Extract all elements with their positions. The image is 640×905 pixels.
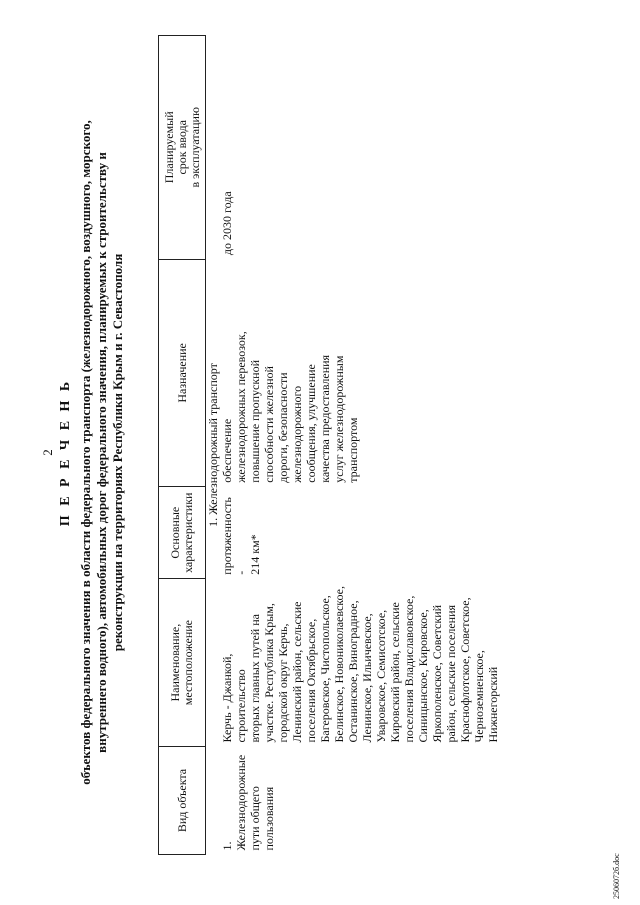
cell-line: поселения Октябрьское,	[304, 618, 318, 743]
cell-line: способности железной	[262, 366, 276, 483]
cell-line: протяженность -	[220, 497, 248, 575]
header-object-type: Вид объекта	[159, 747, 206, 855]
cell-line: пользования	[262, 786, 276, 851]
cell-line: повышение пропускной	[248, 359, 262, 483]
cell-line: Уваровское, Семисотское,	[374, 609, 388, 743]
header-term	[159, 36, 206, 260]
header-line: характеристики	[181, 492, 195, 573]
cell-line: городской округ Керчь,	[276, 623, 290, 743]
cell-purpose	[220, 259, 500, 487]
header-characteristics	[159, 487, 206, 579]
table-row	[220, 36, 500, 855]
page-number: 2	[40, 449, 55, 456]
header-line: местоположение	[181, 620, 195, 706]
cell-line: Яркополенское, Советский	[430, 604, 444, 743]
cell-line: дороги, безопасности	[276, 372, 290, 483]
cell-line: Белинское, Новониколаевское,	[332, 586, 346, 743]
cell-line: транспортом	[346, 417, 360, 483]
cell-line: вторых главных путей на	[248, 614, 262, 743]
cell-object-type	[220, 747, 500, 855]
cell-line: пути общего	[248, 786, 262, 851]
cell-line: услуг железнодорожным	[332, 355, 346, 483]
table-header-row	[159, 36, 206, 855]
cell-line: обеспечение	[220, 418, 234, 483]
cell-line: Керчь - Джанкой, строительство	[220, 653, 248, 743]
header-purpose: Назначение	[159, 259, 206, 487]
header-line: срок ввода	[174, 120, 189, 175]
cell-term: до 2030 года	[220, 191, 234, 256]
cell-line: Синицынское, Кировское,	[416, 609, 430, 743]
cell-line: железнодорожного	[290, 385, 304, 483]
section-title: 1. Железнодорожный транспорт	[206, 363, 220, 527]
cell-line: качества предоставления	[318, 354, 332, 483]
cell-line: участке. Республика Крым,	[262, 603, 276, 743]
cell-line: 1. Железнодорожные	[220, 754, 248, 851]
cell-line: Останинское, Виноградное,	[346, 600, 360, 743]
cell-characteristics	[220, 487, 500, 579]
cell-line: железнодорожных перевозок,	[234, 331, 248, 483]
header-line: Наименование,	[168, 623, 182, 702]
document-subtitle	[78, 100, 126, 805]
cell-line: Ленинский район, сельские	[290, 601, 304, 743]
section-row	[206, 36, 221, 855]
cell-line: Краснофлотское, Советское,	[458, 597, 472, 743]
cell-line: сообщения, улучшение	[304, 364, 318, 483]
cell-line: поселения Владиславовское,	[402, 595, 416, 743]
objects-table	[158, 35, 500, 855]
header-line: в эксплуатацию	[187, 107, 202, 188]
cell-line: Багеровское, Чистопольское,	[318, 595, 332, 743]
document-code: 2506072б.doc	[612, 853, 621, 899]
cell-line: Ленинское, Ильичевское,	[360, 613, 374, 743]
document-title: П Е Р Е Ч Е Н Ь	[58, 378, 73, 527]
header-name-location	[159, 579, 206, 747]
cell-line: Черноземненское, Нижнегорский	[472, 650, 500, 743]
subtitle-line: внутреннего водного), автомобильных дорог федерального значения, планируемых к строительству и	[94, 152, 109, 753]
cell-line: Кировский район, сельские	[388, 602, 402, 743]
header-line: Планируемый	[161, 111, 176, 184]
cell-line: район, сельские поселения	[444, 604, 458, 743]
cell-name-location	[220, 579, 500, 747]
subtitle-line: реконструкции на территориях Республики Крым и г. Севастополя	[110, 253, 125, 652]
cell-line: 214 км*	[248, 534, 262, 575]
header-line: Основные	[168, 506, 182, 559]
subtitle-line: объектов федерального значения в области федерального транспорта (железнодорожного, воздушного, морского,	[78, 120, 93, 785]
